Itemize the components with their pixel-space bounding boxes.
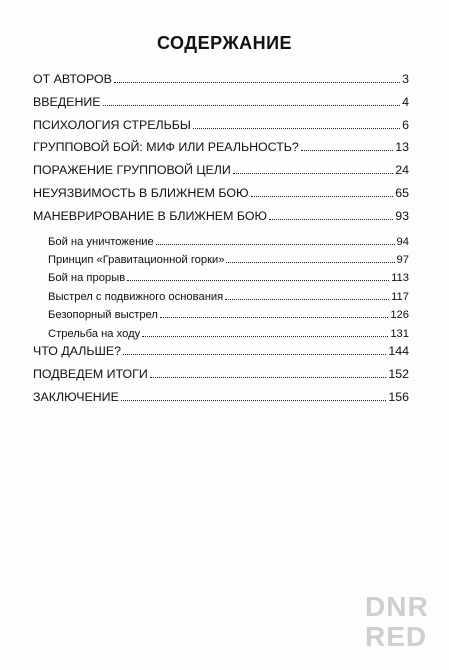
toc-entry bbox=[33, 209, 409, 232]
toc-entry bbox=[33, 95, 409, 118]
toc-subentry-page: 97 bbox=[396, 253, 409, 266]
leader-dots bbox=[301, 140, 393, 151]
toc-subentry bbox=[33, 307, 409, 325]
watermark-line: RED bbox=[365, 621, 428, 652]
toc-entry-title: ОТ АВТОРОВ bbox=[33, 72, 112, 86]
leader-dots bbox=[160, 307, 388, 318]
toc-subentry-page: 117 bbox=[391, 290, 409, 303]
toc-entry bbox=[33, 344, 409, 367]
leader-dots bbox=[142, 326, 388, 337]
toc-subentry bbox=[33, 289, 409, 307]
leader-dots bbox=[127, 270, 389, 281]
toc-entry-page: 93 bbox=[395, 208, 409, 223]
toc-entry-page: 4 bbox=[402, 94, 409, 109]
leader-dots bbox=[193, 118, 400, 129]
toc-entry bbox=[33, 140, 409, 163]
toc-entry bbox=[33, 163, 409, 186]
leader-dots bbox=[225, 289, 389, 300]
toc-entry-title: ПОДВЕДЕМ ИТОГИ bbox=[33, 366, 148, 381]
page-title: СОДЕРЖАНИЕ bbox=[156, 33, 293, 53]
toc-subentry-page: 126 bbox=[390, 309, 409, 322]
toc-entry bbox=[33, 186, 409, 209]
toc-entry-page: 65 bbox=[395, 185, 409, 200]
toc-subentry-page: 94 bbox=[396, 235, 409, 248]
toc-entry-page: 3 bbox=[402, 72, 409, 86]
toc-entry bbox=[33, 390, 409, 413]
watermark-line: DNR bbox=[365, 591, 429, 622]
leader-dots bbox=[121, 390, 386, 401]
watermark-logo bbox=[365, 592, 431, 652]
toc-entry-page: 152 bbox=[388, 366, 409, 381]
toc-entry-title: ЗАКЛЮЧЕНИЕ bbox=[33, 389, 119, 404]
toc-entry bbox=[33, 118, 409, 141]
leader-dots bbox=[226, 252, 394, 263]
toc-entry-page: 144 bbox=[388, 343, 409, 358]
toc-subentry-title: Безопорный выстрел bbox=[48, 309, 158, 322]
toc-entry-page: 24 bbox=[395, 163, 409, 178]
toc-entry-title: ЧТО ДАЛЬШЕ? bbox=[33, 343, 122, 358]
leader-dots bbox=[269, 209, 393, 220]
toc-subentry-page: 131 bbox=[390, 327, 409, 340]
toc-entry-title: НЕУЯЗВИМОСТЬ В БЛИЖНЕМ БОЮ bbox=[33, 185, 249, 200]
toc-subentry bbox=[33, 270, 409, 288]
toc-entry-title: МАНЕВРИРОВАНИЕ В БЛИЖНЕМ БОЮ bbox=[33, 208, 267, 223]
leader-dots bbox=[150, 367, 387, 378]
leader-dots bbox=[114, 72, 400, 83]
toc-entry-title: ПСИХОЛОГИЯ СТРЕЛЬБЫ bbox=[33, 117, 191, 132]
leader-dots bbox=[103, 95, 401, 106]
toc-subentry bbox=[33, 252, 409, 270]
toc-entry-title: ПОРАЖЕНИЕ ГРУППОВОЙ ЦЕЛИ bbox=[33, 163, 231, 178]
table-of-contents bbox=[33, 72, 409, 412]
leader-dots bbox=[233, 163, 393, 174]
leader-dots bbox=[251, 186, 394, 197]
toc-entry-page: 6 bbox=[402, 117, 409, 132]
toc-entry-title: ВВЕДЕНИЕ bbox=[33, 94, 101, 109]
leader-dots bbox=[156, 234, 395, 245]
toc-entry-page: 13 bbox=[395, 140, 409, 155]
toc-subentry-page: 113 bbox=[391, 272, 409, 285]
toc-subentry bbox=[33, 326, 409, 344]
toc-entry bbox=[33, 72, 409, 95]
toc-subentry bbox=[33, 234, 409, 252]
toc-subentry-title: Принцип «Гравитационной горки» bbox=[48, 253, 225, 266]
toc-entry-page: 156 bbox=[388, 389, 409, 404]
leader-dots bbox=[123, 344, 386, 355]
toc-subentry-title: Бой на уничтожение bbox=[48, 235, 154, 248]
toc-subentry-title: Бой на прорыв bbox=[48, 272, 126, 285]
toc-subentry-title: Выстрел с подвижного основания bbox=[48, 290, 224, 303]
toc-subentry-title: Стрельба на ходу bbox=[48, 327, 141, 340]
toc-entry bbox=[33, 367, 409, 390]
toc-entry-title: ГРУППОВОЙ БОЙ: МИФ ИЛИ РЕАЛЬНОСТЬ? bbox=[33, 140, 299, 155]
